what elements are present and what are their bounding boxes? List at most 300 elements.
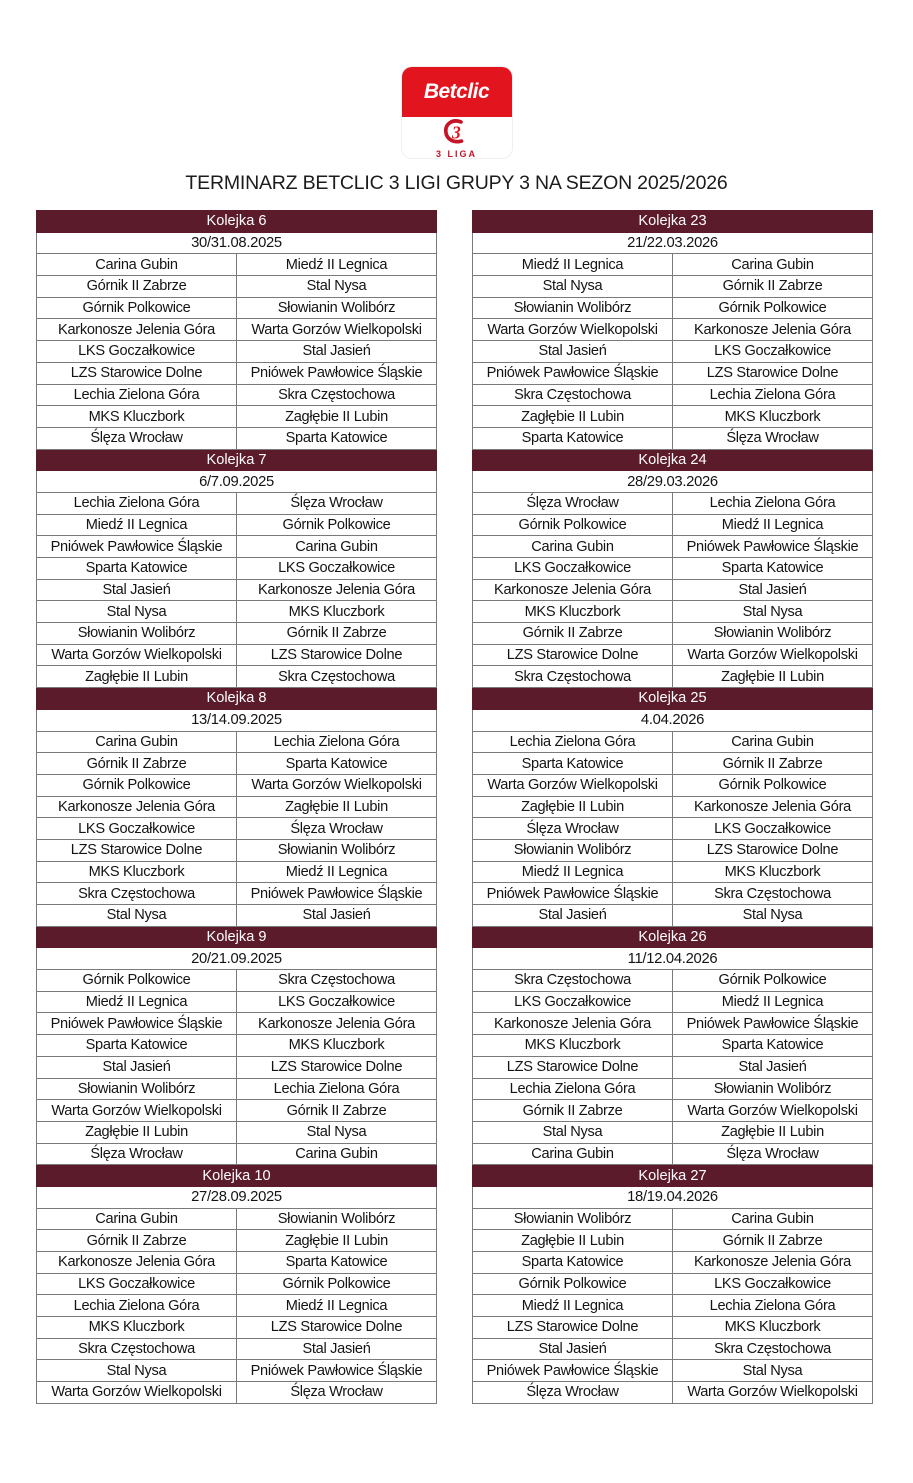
away-team-cell: Pniówek Pawłowice Śląskie: [237, 362, 437, 384]
away-team-cell: LKS Goczałkowice: [237, 991, 437, 1013]
match-row: [37, 492, 437, 514]
away-team-cell: Zagłębie II Lubin: [673, 666, 873, 688]
round-date: 20/21.09.2025: [37, 948, 437, 970]
home-team-cell: Karkonosze Jelenia Góra: [37, 1252, 237, 1274]
away-team-cell: Stal Jasień: [673, 579, 873, 601]
away-team-cell: Górnik II Zabrze: [673, 1230, 873, 1252]
away-team-cell: Pniówek Pawłowice Śląskie: [673, 1013, 873, 1035]
round-header-row: [37, 211, 437, 233]
match-row: [473, 796, 873, 818]
home-team-cell: LKS Goczałkowice: [37, 1273, 237, 1295]
round-date-row: [473, 1186, 873, 1208]
match-row: [37, 1317, 437, 1339]
away-team-cell: Ślęza Wrocław: [673, 1143, 873, 1165]
match-row: [37, 297, 437, 319]
match-row: [473, 558, 873, 580]
betclic-3liga-logo: [401, 66, 513, 159]
logo-container: [0, 66, 913, 159]
away-team-cell: Miedź II Legnica: [673, 514, 873, 536]
home-team-cell: Górnik II Zabrze: [473, 623, 673, 645]
home-team-cell: Zagłębie II Lubin: [473, 1230, 673, 1252]
round-date-row: [37, 471, 437, 493]
away-team-cell: Warta Gorzów Wielkopolski: [237, 319, 437, 341]
round-header-row: [473, 1165, 873, 1187]
home-team-cell: Stal Jasień: [473, 1338, 673, 1360]
home-team-cell: Stal Nysa: [37, 601, 237, 623]
home-team-cell: Miedź II Legnica: [473, 1295, 673, 1317]
home-team-cell: Karkonosze Jelenia Góra: [37, 796, 237, 818]
round-header-row: [473, 688, 873, 710]
away-team-cell: Stal Nysa: [673, 601, 873, 623]
match-row: [473, 492, 873, 514]
round-title: Kolejka 24: [473, 449, 873, 471]
match-row: [473, 341, 873, 363]
home-team-cell: Miedź II Legnica: [37, 514, 237, 536]
match-row: [37, 1208, 437, 1230]
away-team-cell: Lechia Zielona Góra: [237, 1078, 437, 1100]
match-row: [473, 536, 873, 558]
home-team-cell: Sparta Katowice: [473, 1252, 673, 1274]
match-row: [37, 536, 437, 558]
round-date: 11/12.04.2026: [473, 948, 873, 970]
home-team-cell: Warta Gorzów Wielkopolski: [37, 644, 237, 666]
betclic-wordmark: Betclic: [423, 80, 490, 103]
away-team-cell: Pniówek Pawłowice Śląskie: [237, 883, 437, 905]
home-team-cell: Górnik II Zabrze: [37, 276, 237, 298]
away-team-cell: MKS Kluczbork: [237, 1035, 437, 1057]
round-header-row: [473, 449, 873, 471]
round-title: Kolejka 7: [37, 449, 437, 471]
match-row: [473, 644, 873, 666]
round-date-row: [37, 232, 437, 254]
match-row: [473, 1382, 873, 1404]
home-team-cell: Górnik Polkowice: [37, 774, 237, 796]
match-row: [473, 1100, 873, 1122]
home-team-cell: Skra Częstochowa: [473, 970, 673, 992]
match-row: [473, 319, 873, 341]
home-team-cell: Górnik Polkowice: [37, 970, 237, 992]
home-team-cell: MKS Kluczbork: [473, 1035, 673, 1057]
match-row: [473, 1273, 873, 1295]
home-team-cell: Ślęza Wrocław: [473, 1382, 673, 1404]
away-team-cell: LKS Goczałkowice: [237, 558, 437, 580]
home-team-cell: Stal Nysa: [473, 276, 673, 298]
home-team-cell: Słowianin Wolibórz: [473, 297, 673, 319]
match-row: [37, 276, 437, 298]
match-row: [473, 1013, 873, 1035]
round-date-row: [473, 948, 873, 970]
home-team-cell: LZS Starowice Dolne: [473, 1056, 673, 1078]
svg-text:3: 3: [452, 122, 461, 143]
away-team-cell: Carina Gubin: [237, 1143, 437, 1165]
home-team-cell: Carina Gubin: [473, 536, 673, 558]
round-date: 27/28.09.2025: [37, 1186, 437, 1208]
home-team-cell: Pniówek Pawłowice Śląskie: [37, 536, 237, 558]
home-team-cell: Lechia Zielona Góra: [473, 731, 673, 753]
home-team-cell: LKS Goczałkowice: [37, 818, 237, 840]
away-team-cell: Zagłębie II Lubin: [237, 796, 437, 818]
match-row: [37, 579, 437, 601]
match-row: [473, 297, 873, 319]
home-team-cell: Skra Częstochowa: [37, 883, 237, 905]
match-row: [37, 644, 437, 666]
home-team-cell: Słowianin Wolibórz: [473, 1208, 673, 1230]
away-team-cell: Górnik Polkowice: [237, 514, 437, 536]
match-row: [473, 666, 873, 688]
home-team-cell: Carina Gubin: [473, 1143, 673, 1165]
match-row: [37, 427, 437, 449]
home-team-cell: Pniówek Pawłowice Śląskie: [37, 1013, 237, 1035]
away-team-cell: Karkonosze Jelenia Góra: [673, 796, 873, 818]
away-team-cell: LZS Starowice Dolne: [237, 644, 437, 666]
home-team-cell: Stal Nysa: [37, 905, 237, 927]
away-team-cell: Zagłębie II Lubin: [237, 406, 437, 428]
away-team-cell: Górnik Polkowice: [673, 970, 873, 992]
match-row: [473, 579, 873, 601]
schedule-tables-container: [36, 210, 913, 1404]
match-row: [37, 341, 437, 363]
match-row: [37, 1382, 437, 1404]
match-row: [473, 1360, 873, 1382]
match-row: [37, 970, 437, 992]
home-team-cell: Skra Częstochowa: [473, 384, 673, 406]
away-team-cell: MKS Kluczbork: [673, 406, 873, 428]
away-team-cell: LZS Starowice Dolne: [673, 362, 873, 384]
round-date-row: [473, 232, 873, 254]
away-team-cell: Zagłębie II Lubin: [673, 1121, 873, 1143]
home-team-cell: Carina Gubin: [37, 254, 237, 276]
away-team-cell: Górnik Polkowice: [673, 774, 873, 796]
home-team-cell: MKS Kluczbork: [473, 601, 673, 623]
home-team-cell: Zagłębie II Lubin: [37, 1121, 237, 1143]
match-row: [473, 1078, 873, 1100]
away-team-cell: MKS Kluczbork: [673, 1317, 873, 1339]
away-team-cell: Lechia Zielona Góra: [673, 1295, 873, 1317]
match-row: [473, 991, 873, 1013]
home-team-cell: Stal Jasień: [473, 341, 673, 363]
home-team-cell: MKS Kluczbork: [37, 406, 237, 428]
match-row: [37, 839, 437, 861]
away-team-cell: Carina Gubin: [673, 731, 873, 753]
away-team-cell: Sparta Katowice: [673, 1035, 873, 1057]
home-team-cell: Stal Jasień: [37, 579, 237, 601]
away-team-cell: Warta Gorzów Wielkopolski: [673, 1382, 873, 1404]
home-team-cell: Górnik II Zabrze: [37, 1230, 237, 1252]
away-team-cell: Skra Częstochowa: [237, 666, 437, 688]
home-team-cell: Sparta Katowice: [37, 558, 237, 580]
home-team-cell: Zagłębie II Lubin: [473, 796, 673, 818]
home-team-cell: Miedź II Legnica: [473, 861, 673, 883]
logo-white-band: [402, 117, 512, 159]
away-team-cell: Górnik II Zabrze: [237, 1100, 437, 1122]
round-date: 4.04.2026: [473, 709, 873, 731]
home-team-cell: Warta Gorzów Wielkopolski: [473, 319, 673, 341]
away-team-cell: Warta Gorzów Wielkopolski: [673, 1100, 873, 1122]
match-row: [37, 319, 437, 341]
match-row: [473, 1295, 873, 1317]
home-team-cell: MKS Kluczbork: [37, 861, 237, 883]
match-row: [37, 1121, 437, 1143]
match-row: [37, 384, 437, 406]
home-team-cell: LZS Starowice Dolne: [473, 644, 673, 666]
match-row: [473, 731, 873, 753]
away-team-cell: Ślęza Wrocław: [673, 427, 873, 449]
home-team-cell: Zagłębie II Lubin: [473, 406, 673, 428]
match-row: [37, 1056, 437, 1078]
home-team-cell: Karkonosze Jelenia Góra: [473, 579, 673, 601]
match-row: [473, 254, 873, 276]
home-team-cell: Górnik Polkowice: [473, 1273, 673, 1295]
home-team-cell: MKS Kluczbork: [37, 1317, 237, 1339]
match-row: [473, 1252, 873, 1274]
home-team-cell: Lechia Zielona Góra: [37, 384, 237, 406]
round-title: Kolejka 6: [37, 211, 437, 233]
match-row: [37, 558, 437, 580]
match-row: [473, 818, 873, 840]
match-row: [473, 1208, 873, 1230]
home-team-cell: Carina Gubin: [37, 731, 237, 753]
match-row: [473, 774, 873, 796]
away-team-cell: Lechia Zielona Góra: [237, 731, 437, 753]
home-team-cell: Ślęza Wrocław: [37, 1143, 237, 1165]
away-team-cell: Warta Gorzów Wielkopolski: [673, 644, 873, 666]
home-team-cell: LZS Starowice Dolne: [37, 362, 237, 384]
match-row: [473, 1035, 873, 1057]
round-header-row: [473, 211, 873, 233]
away-team-cell: Pniówek Pawłowice Śląskie: [673, 536, 873, 558]
away-team-cell: Stal Jasień: [673, 1056, 873, 1078]
home-team-cell: Skra Częstochowa: [473, 666, 673, 688]
match-row: [37, 601, 437, 623]
match-row: [473, 427, 873, 449]
away-team-cell: Skra Częstochowa: [237, 970, 437, 992]
3liga-swirl-icon: [443, 118, 470, 150]
home-team-cell: Ślęza Wrocław: [473, 818, 673, 840]
home-team-cell: Zagłębie II Lubin: [37, 666, 237, 688]
home-team-cell: Carina Gubin: [37, 1208, 237, 1230]
round-header-row: [37, 688, 437, 710]
round-title: Kolejka 25: [473, 688, 873, 710]
away-team-cell: Górnik II Zabrze: [237, 623, 437, 645]
away-team-cell: Sparta Katowice: [237, 1252, 437, 1274]
home-team-cell: Słowianin Wolibórz: [37, 623, 237, 645]
home-team-cell: Lechia Zielona Góra: [37, 492, 237, 514]
match-row: [473, 406, 873, 428]
home-team-cell: Sparta Katowice: [473, 427, 673, 449]
away-team-cell: Słowianin Wolibórz: [237, 839, 437, 861]
round-title: Kolejka 8: [37, 688, 437, 710]
home-team-cell: Lechia Zielona Góra: [37, 1295, 237, 1317]
match-row: [473, 362, 873, 384]
home-team-cell: Warta Gorzów Wielkopolski: [473, 774, 673, 796]
round-date-row: [473, 709, 873, 731]
logo-red-band: [402, 67, 512, 117]
match-row: [37, 1143, 437, 1165]
round-date-row: [473, 471, 873, 493]
schedule-table-left: [36, 210, 437, 1404]
away-team-cell: Górnik II Zabrze: [673, 753, 873, 775]
match-row: [473, 905, 873, 927]
match-row: [37, 1078, 437, 1100]
match-row: [473, 1338, 873, 1360]
away-team-cell: Pniówek Pawłowice Śląskie: [237, 1360, 437, 1382]
away-team-cell: Stal Jasień: [237, 341, 437, 363]
away-team-cell: MKS Kluczbork: [237, 601, 437, 623]
schedule-table-right: [472, 210, 873, 1404]
match-row: [473, 839, 873, 861]
3liga-wordmark: 3 LIGA: [435, 149, 477, 159]
away-team-cell: Karkonosze Jelenia Góra: [237, 579, 437, 601]
away-team-cell: Górnik Polkowice: [237, 1273, 437, 1295]
away-team-cell: Górnik Polkowice: [673, 297, 873, 319]
match-row: [473, 1317, 873, 1339]
round-title: Kolejka 26: [473, 926, 873, 948]
round-date: 6/7.09.2025: [37, 471, 437, 493]
match-row: [37, 1035, 437, 1057]
home-team-cell: Słowianin Wolibórz: [473, 839, 673, 861]
match-row: [473, 1121, 873, 1143]
match-row: [37, 1230, 437, 1252]
away-team-cell: Karkonosze Jelenia Góra: [673, 319, 873, 341]
away-team-cell: Miedź II Legnica: [673, 991, 873, 1013]
round-date-row: [37, 709, 437, 731]
match-row: [37, 818, 437, 840]
match-row: [473, 753, 873, 775]
home-team-cell: Pniówek Pawłowice Śląskie: [473, 362, 673, 384]
match-row: [473, 1230, 873, 1252]
away-team-cell: Słowianin Wolibórz: [237, 1208, 437, 1230]
match-row: [37, 731, 437, 753]
away-team-cell: LZS Starowice Dolne: [237, 1317, 437, 1339]
home-team-cell: LKS Goczałkowice: [473, 991, 673, 1013]
home-team-cell: Karkonosze Jelenia Góra: [473, 1013, 673, 1035]
away-team-cell: Ślęza Wrocław: [237, 1382, 437, 1404]
away-team-cell: Sparta Katowice: [237, 753, 437, 775]
home-team-cell: Stal Jasień: [37, 1056, 237, 1078]
away-team-cell: Sparta Katowice: [673, 558, 873, 580]
away-team-cell: Carina Gubin: [673, 254, 873, 276]
match-row: [473, 883, 873, 905]
away-team-cell: Stal Jasień: [237, 905, 437, 927]
match-row: [473, 623, 873, 645]
match-row: [473, 970, 873, 992]
match-row: [37, 861, 437, 883]
away-team-cell: Skra Częstochowa: [673, 883, 873, 905]
match-row: [37, 796, 437, 818]
away-team-cell: Stal Jasień: [237, 1338, 437, 1360]
away-team-cell: LKS Goczałkowice: [673, 818, 873, 840]
away-team-cell: Carina Gubin: [237, 536, 437, 558]
match-row: [37, 254, 437, 276]
away-team-cell: Słowianin Wolibórz: [673, 623, 873, 645]
round-date: 21/22.03.2026: [473, 232, 873, 254]
match-row: [473, 1143, 873, 1165]
match-row: [37, 883, 437, 905]
match-row: [37, 905, 437, 927]
round-title: Kolejka 10: [37, 1165, 437, 1187]
away-team-cell: Carina Gubin: [673, 1208, 873, 1230]
away-team-cell: Słowianin Wolibórz: [237, 297, 437, 319]
home-team-cell: Pniówek Pawłowice Śląskie: [473, 1360, 673, 1382]
round-header-row: [37, 1165, 437, 1187]
away-team-cell: Stal Nysa: [237, 276, 437, 298]
away-team-cell: MKS Kluczbork: [673, 861, 873, 883]
round-date-row: [37, 1186, 437, 1208]
home-team-cell: Warta Gorzów Wielkopolski: [37, 1382, 237, 1404]
away-team-cell: Skra Częstochowa: [237, 384, 437, 406]
away-team-cell: Stal Nysa: [673, 905, 873, 927]
round-date: 18/19.04.2026: [473, 1186, 873, 1208]
home-team-cell: Sparta Katowice: [37, 1035, 237, 1057]
round-header-row: [37, 449, 437, 471]
home-team-cell: Górnik Polkowice: [473, 514, 673, 536]
match-row: [37, 1360, 437, 1382]
away-team-cell: LKS Goczałkowice: [673, 341, 873, 363]
home-team-cell: Górnik II Zabrze: [473, 1100, 673, 1122]
round-header-row: [473, 926, 873, 948]
round-title: Kolejka 9: [37, 926, 437, 948]
round-date-row: [37, 948, 437, 970]
home-team-cell: LKS Goczałkowice: [37, 341, 237, 363]
away-team-cell: LZS Starowice Dolne: [237, 1056, 437, 1078]
away-team-cell: Miedź II Legnica: [237, 861, 437, 883]
match-row: [37, 753, 437, 775]
away-team-cell: Lechia Zielona Góra: [673, 384, 873, 406]
away-team-cell: Lechia Zielona Góra: [673, 492, 873, 514]
match-row: [473, 861, 873, 883]
match-row: [473, 384, 873, 406]
match-row: [473, 276, 873, 298]
match-row: [473, 601, 873, 623]
match-row: [37, 1338, 437, 1360]
match-row: [473, 1056, 873, 1078]
round-date: 28/29.03.2026: [473, 471, 873, 493]
home-team-cell: Pniówek Pawłowice Śląskie: [473, 883, 673, 905]
round-date: 13/14.09.2025: [37, 709, 437, 731]
away-team-cell: LZS Starowice Dolne: [673, 839, 873, 861]
match-row: [37, 1252, 437, 1274]
home-team-cell: Górnik II Zabrze: [37, 753, 237, 775]
home-team-cell: Stal Nysa: [37, 1360, 237, 1382]
round-header-row: [37, 926, 437, 948]
away-team-cell: Zagłębie II Lubin: [237, 1230, 437, 1252]
away-team-cell: Warta Gorzów Wielkopolski: [237, 774, 437, 796]
away-team-cell: LKS Goczałkowice: [673, 1273, 873, 1295]
match-row: [37, 1295, 437, 1317]
home-team-cell: Miedź II Legnica: [37, 991, 237, 1013]
away-team-cell: Miedź II Legnica: [237, 254, 437, 276]
away-team-cell: Stal Nysa: [237, 1121, 437, 1143]
home-team-cell: Stal Nysa: [473, 1121, 673, 1143]
home-team-cell: Stal Jasień: [473, 905, 673, 927]
match-row: [37, 1273, 437, 1295]
match-row: [37, 623, 437, 645]
away-team-cell: Ślęza Wrocław: [237, 492, 437, 514]
round-date: 30/31.08.2025: [37, 232, 437, 254]
match-row: [37, 1013, 437, 1035]
away-team-cell: Słowianin Wolibórz: [673, 1078, 873, 1100]
match-row: [37, 362, 437, 384]
home-team-cell: Ślęza Wrocław: [37, 427, 237, 449]
away-team-cell: Ślęza Wrocław: [237, 818, 437, 840]
home-team-cell: Słowianin Wolibórz: [37, 1078, 237, 1100]
round-title: Kolejka 27: [473, 1165, 873, 1187]
home-team-cell: LZS Starowice Dolne: [37, 839, 237, 861]
home-team-cell: LZS Starowice Dolne: [473, 1317, 673, 1339]
home-team-cell: LKS Goczałkowice: [473, 558, 673, 580]
match-row: [37, 406, 437, 428]
home-team-cell: Górnik Polkowice: [37, 297, 237, 319]
